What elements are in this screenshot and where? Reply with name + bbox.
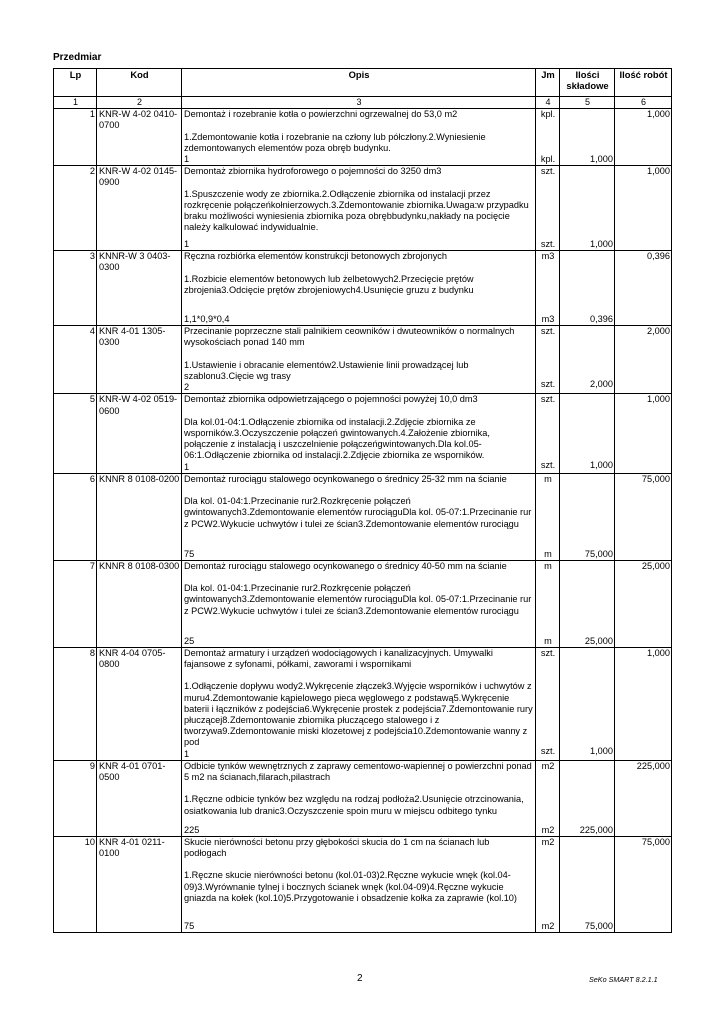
row-ilosc-robot: 75,000: [615, 473, 672, 560]
page-number: 2: [357, 973, 363, 984]
row-title: Demontaż i rozebranie kotła o powierzchni ogrzewalnej do 53,0 m2: [184, 109, 458, 120]
row-kod: KNNR-W 3 0403-0300: [97, 251, 182, 326]
header-lp: Lp: [54, 69, 97, 97]
header-jm: Jm: [536, 69, 560, 97]
row-kod: KNNR 8 0108-0300: [97, 560, 182, 647]
row-opis: [182, 760, 536, 836]
row-ilosc-robot: 0,396: [615, 251, 672, 326]
row-kod: KNR-W 4-02 0519-0600: [97, 394, 182, 473]
row-description: Dla kol.01-04:1.Odłączenie zbiornika od instalacji.2.Zdjęcie zbiornika ze wsporników.3.Oczyszczenie połączeń gwintowanych.4.Założenie zbiornika, połączenie z instalacją i uszczelnienie połączeńgwintowanych.Dla kol.05-06:1.Odłączenie zbiornika od instalacji.2.Zdjęcie zbiornika ze wsporników.: [184, 416, 490, 461]
row-jm-unit: szt.: [540, 647, 556, 658]
row-jm-unit: m: [544, 560, 552, 571]
section-title: Przedmiar: [53, 52, 102, 63]
header-ilosc-robot: Ilość robót: [615, 69, 672, 97]
row-jm-unit-bottom: szt.: [540, 239, 556, 249]
row-jm-unit: szt.: [540, 394, 556, 405]
row-skladowe: [560, 647, 615, 760]
row-jm-unit: szt.: [540, 326, 556, 337]
row-opis: [182, 251, 536, 326]
row-title: Ręczna rozbiórka elementów konstrukcji betonowych zbrojonych: [184, 251, 447, 262]
row-opis: [182, 560, 536, 647]
row-lp: 8: [54, 647, 97, 760]
row-ilosc-robot: 1,000: [615, 109, 672, 166]
row-jm-unit: m3: [541, 251, 555, 262]
row-lp: 3: [54, 251, 97, 326]
header-kod: Kod: [97, 69, 182, 97]
header-row: [54, 69, 672, 97]
row-skladowe-value: 1,000: [590, 460, 613, 471]
row-formula: 1: [184, 748, 190, 759]
row-jm-unit: m: [544, 473, 552, 484]
column-number-row: [54, 97, 672, 109]
header-opis: Opis: [182, 69, 536, 97]
table-row: [54, 560, 672, 647]
column-number: 2: [97, 97, 182, 109]
row-jm: [536, 473, 560, 560]
row-jm: [536, 251, 560, 326]
row-jm-unit: szt.: [540, 166, 556, 177]
row-ilosc-robot: 1,000: [615, 647, 672, 760]
table-row: [54, 760, 672, 836]
row-ilosc-robot: 75,000: [615, 836, 672, 932]
row-skladowe-value: 2,000: [590, 379, 613, 389]
row-opis: [182, 394, 536, 473]
row-jm: [536, 109, 560, 166]
row-ilosc-robot: 2,000: [615, 326, 672, 394]
row-formula: 1: [184, 154, 190, 164]
row-formula: 25: [184, 635, 195, 646]
row-ilosc-robot: 1,000: [615, 394, 672, 473]
table-row: [54, 109, 672, 166]
header-ilosci-skladowe: Ilości składowe: [560, 69, 615, 97]
row-ilosc-robot: 1,000: [615, 166, 672, 251]
row-skladowe: [560, 760, 615, 836]
row-opis: [182, 473, 536, 560]
row-jm-unit-bottom: szt.: [540, 745, 556, 756]
row-jm: [536, 760, 560, 836]
row-title: Demontaż rurociągu stalowego ocynkowanego o średnicy 25-32 mm na ścianie: [184, 473, 507, 484]
row-opis: [182, 836, 536, 932]
row-skladowe: [560, 473, 615, 560]
row-jm: [536, 326, 560, 394]
row-formula: 1: [184, 461, 190, 472]
row-title: Skucie nierówności betonu przy głębokości skucia do 1 cm na ścianach lub podłogach: [184, 836, 490, 859]
row-jm-unit-bottom: m: [544, 635, 552, 646]
row-ilosc-robot: 225,000: [615, 760, 672, 836]
row-title: Przecinanie poprzeczne stali palnikiem ceowników i dwuteowników o normalnych wysokościach ponad 140 mm: [184, 326, 515, 348]
column-number: 4: [536, 97, 560, 109]
row-lp: 4: [54, 326, 97, 394]
row-opis: [182, 647, 536, 760]
row-description: 1.Rozbicie elementów betonowych lub żelbetowych2.Przecięcie prętów zbrojenia3.Odcięcie prętów zbrojeniowych4.Usunięcie gruzu z budynku: [184, 273, 474, 295]
table-row: [54, 836, 672, 932]
row-skladowe: [560, 836, 615, 932]
table-row: [54, 326, 672, 394]
row-kod: KNR-W 4-02 0145-0900: [97, 166, 182, 251]
row-jm: [536, 166, 560, 251]
row-jm-unit-bottom: m3: [541, 314, 555, 324]
row-jm: [536, 647, 560, 760]
row-description: 1.Spuszczenie wody ze zbiornika.2.Odłączenie zbiornika od instalacji przez rozkręcenie połączeńkołnierzowych.3.Zdemontowanie zbiornika.Uwaga:w przypadku braku możliwości wyniesienia zbiornika poza obrębbudynku,nakłady na pocięcie należy kalkulować indywidualnie.: [184, 188, 529, 233]
column-number: 3: [182, 97, 536, 109]
row-skladowe: [560, 394, 615, 473]
row-skladowe-value: 1,000: [590, 154, 613, 164]
row-lp: 1: [54, 109, 97, 166]
row-skladowe: [560, 166, 615, 251]
table-row: [54, 166, 672, 251]
row-jm: [536, 394, 560, 473]
row-jm-unit-bottom: m2: [541, 824, 555, 835]
row-formula: 225: [184, 824, 200, 835]
row-description: Dla kol. 01-04:1.Przecinanie rur2.Rozkręcenie połączeń gwintowanych3.Zdemontowanie elementów rurociąguDla kol. 05-07:1.Przecinanie rur z PCW2.Wykucie uchwytów i tulei ze ścian3.Zdemontowanie elementów rurociągu: [184, 496, 532, 529]
row-description: 1.Ręczne skucie nierówności betonu (kol.01-03)2.Ręczne wykucie wnęk (kol.04-09)3.Wyrównanie tylnej i bocznych ścianek wnęk (kol.04-09)4.Ręczne wykucie gniazda na kołek (kol.10)5.Przygotowanie i obsadzenie kołka za zaprawie (kol.10): [184, 870, 517, 903]
przedmiar-table: [53, 68, 672, 933]
row-formula: 1: [184, 239, 190, 249]
row-description: 1.Ręczne odbicie tynków bez względu na rodzaj podłoża2.Usunięcie otrzcinowania, osiatkowania lub dranic3.Oczyszczenie spoin muru w miejscu odbitego tynku: [184, 794, 524, 816]
row-skladowe: [560, 560, 615, 647]
row-jm: [536, 836, 560, 932]
table-row: [54, 473, 672, 560]
row-title: Odbicie tynków wewnętrznych z zaprawy cementowo-wapiennej o powierzchni ponad 5 m2 na ścianach,filarach,pilastrach: [184, 760, 532, 783]
table-row: [54, 251, 672, 326]
row-title: Demontaż rurociągu stalowego ocynkowanego o średnicy 40-50 mm na ścianie: [184, 560, 507, 571]
row-description: 1.Zdemontowanie kotła i rozebranie na człony lub półczłony.2.Wyniesienie zdemontowanych elementów poza obręb budynku.: [184, 131, 486, 153]
row-kod: KNR-W 4-02 0410-0700: [97, 109, 182, 166]
row-ilosc-robot: 25,000: [615, 560, 672, 647]
row-kod: KNR 4-04 0705-0800: [97, 647, 182, 760]
row-skladowe: [560, 251, 615, 326]
row-jm-unit-bottom: szt.: [540, 379, 556, 389]
row-lp: 9: [54, 760, 97, 836]
row-title: Demontaż armatury i urządzeń wodociągowych i kanalizacyjnych. Umywalki fajansowe z syfonami, półkami, zaworami i wspornikami: [184, 647, 493, 670]
row-title: Demontaż zbiornika hydroforowego o pojemności do 3250 dm3: [184, 166, 442, 177]
row-skladowe: [560, 326, 615, 394]
row-formula: 75: [184, 920, 195, 931]
row-lp: 2: [54, 166, 97, 251]
row-lp: 10: [54, 836, 97, 932]
row-skladowe-value: 25,000: [584, 635, 613, 646]
row-jm: [536, 560, 560, 647]
row-skladowe-value: 0,396: [590, 314, 613, 324]
row-opis: [182, 109, 536, 166]
row-description: Dla kol. 01-04:1.Przecinanie rur2.Rozkręcenie połączeń gwintowanych3.Zdemontowanie elementów rurociąguDla kol. 05-07:1.Przecinanie rur z PCW2.Wykucie uchwytów i tulei ze ścian3.Zdemontowanie elementów rurociągu: [184, 583, 532, 616]
row-jm-unit: kpl.: [540, 109, 556, 120]
app-name: SeKo SMART 8.2.1.1: [589, 975, 658, 984]
row-skladowe-value: 225,000: [579, 824, 613, 835]
row-skladowe-value: 75,000: [584, 548, 613, 559]
row-jm-unit-bottom: m: [544, 548, 552, 559]
row-skladowe-value: 1,000: [590, 239, 613, 249]
row-formula: 2: [184, 382, 190, 393]
row-kod: KNNR 8 0108-0200: [97, 473, 182, 560]
row-skladowe-value: 75,000: [584, 920, 613, 931]
row-formula: 1,1*0,9*0,4: [184, 314, 230, 324]
row-kod: KNR 4-01 0701-0500: [97, 760, 182, 836]
table-row: [54, 647, 672, 760]
row-formula: 75: [184, 548, 195, 559]
row-skladowe-value: 1,000: [590, 745, 613, 756]
row-skladowe: [560, 109, 615, 166]
column-number: 6: [615, 97, 672, 109]
row-jm-unit: m2: [541, 836, 555, 847]
row-description: 1.Ustawienie i obracanie elementów2.Ustawienie linii prowadzącej lub szablonu3.Cięcie wg trasy: [184, 359, 469, 381]
row-description: 1.Odłączenie dopływu wody2.Wykręcenie złączek3.Wyjęcie wsporników i uchwytów z muru4.Zdemontowanie kąpielowego pieca węglowego z podstawą5.Wykręcenie baterii i łączników z podejścia6.Wykręcenie prostek z podejścia7.Zdemontowanie rury płuczącej8.Zdemontowanie zbiornika płuczącego stalowego i z tworzywa9.Zdemontowanie miski klozetowej z podejścia10.Zdemontowanie wanny z pod: [184, 681, 533, 748]
row-jm-unit-bottom: kpl.: [540, 154, 556, 164]
row-lp: 5: [54, 394, 97, 473]
row-lp: 7: [54, 560, 97, 647]
row-opis: [182, 166, 536, 251]
row-title: Demontaż zbiornika odpowietrzającego o pojemności powyżej 10,0 dm3: [184, 394, 478, 405]
row-kod: KNR 4-01 0211-0100: [97, 836, 182, 932]
row-jm-unit: m2: [541, 760, 555, 771]
table-row: [54, 394, 672, 473]
row-jm-unit-bottom: szt.: [540, 460, 556, 471]
row-jm-unit-bottom: m2: [541, 920, 555, 931]
column-number: 1: [54, 97, 97, 109]
column-number: 5: [560, 97, 615, 109]
row-opis: [182, 326, 536, 394]
row-kod: KNR 4-01 1305-0300: [97, 326, 182, 394]
row-lp: 6: [54, 473, 97, 560]
